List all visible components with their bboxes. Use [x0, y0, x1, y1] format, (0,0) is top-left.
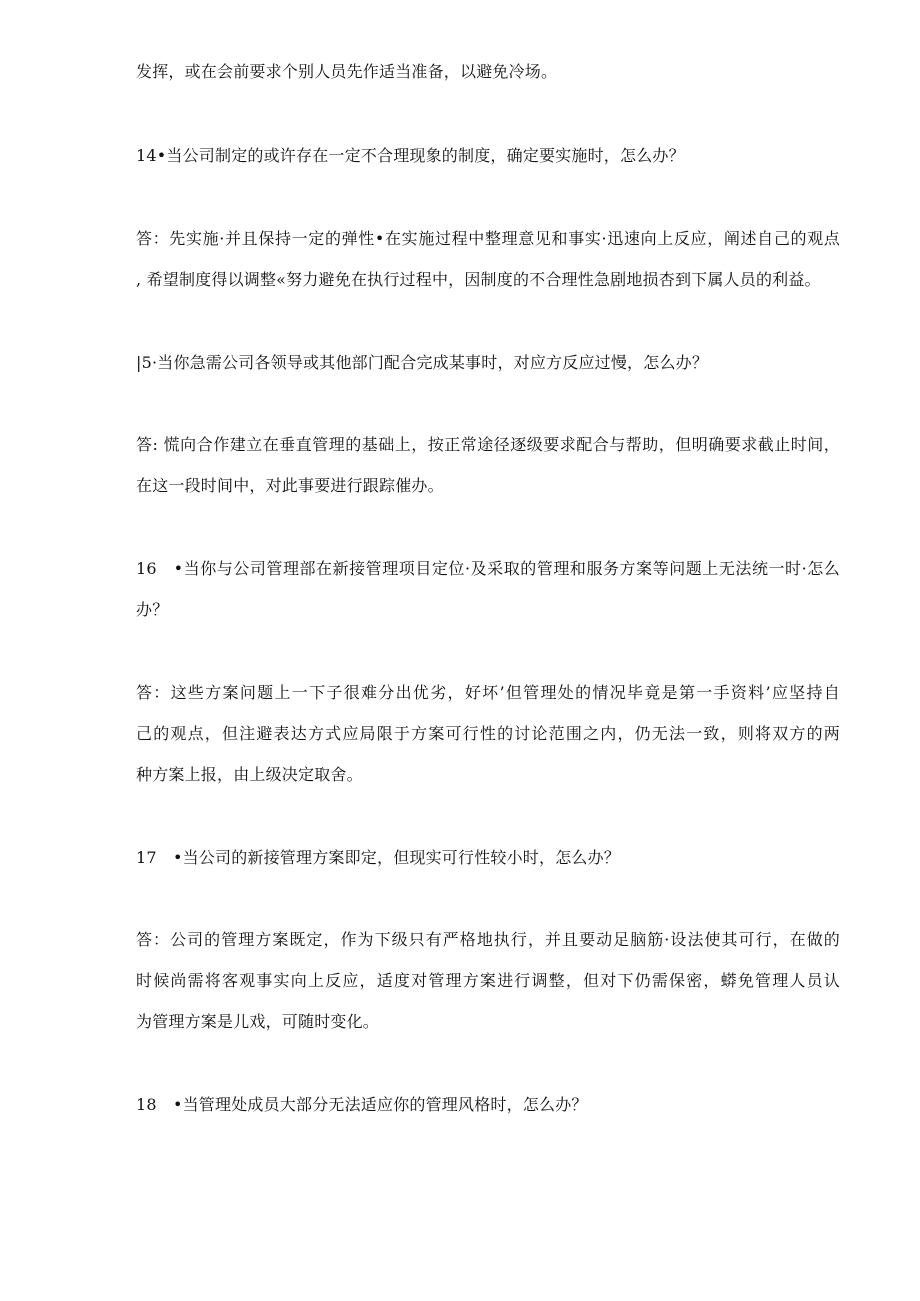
answer-16-line-3: 种方案上报，由上级决定取舍。: [136, 765, 363, 784]
question-16-line-1: 16 •当你与公司管理部在新接管理项目定位·及采取的管理和服务方案等问题上无法统一时·怎么: [136, 559, 840, 578]
question-15: |5·当你急需公司各领导或其他部门配合完成某事时，对应方反应过慢，怎么办？: [136, 353, 709, 372]
answer-14-line-1: 答：先实施·并且保持一定的弹性•在实施过程中整理意见和事实·迅速向上反应，阐述自己的观点: [136, 229, 840, 248]
answer-17-line-3: 为管理方案是儿戏，可随时变化。: [136, 1012, 380, 1031]
answer-15-line-1: 答: 慌向合作建立在垂直管理的基础上，按正常途径逐级要求配合与帮助，但明确要求截止时间，: [136, 435, 840, 454]
question-14: 14•当公司制定的或许存在一定不合理现象的制度，确定要实施时，怎么办？: [136, 146, 685, 165]
answer-15-line-2: 在这一段时间中，对此事要进行跟踪催办。: [136, 476, 444, 495]
question-17: 17 •当公司的新接管理方案即定，但现实可行性较小时，怎么办？: [136, 848, 620, 867]
paragraph-line: 发挥，或在会前要求个别人员先作适当准备，以避免冷场。: [136, 62, 558, 81]
answer-17-line-1: 答：公司的管理方案既定，作为下级只有严格地执行，并且要动足脑筋·设法使其可行，在做的: [136, 930, 840, 949]
answer-14-line-2: , 希望制度得以调整«努力避免在执行过程中，因制度的不合理性急剧地损杏到下属人员的利益。: [136, 270, 821, 289]
question-18: 18 •当管理处成员大部分无法适应你的管理风格时，怎么办？: [136, 1095, 588, 1114]
answer-16-line-2: 己的观点，但注避表达方式应局限于方案可行性的讨论范围之内，仍无法一致，则将双方的两: [136, 724, 840, 743]
answer-17-line-2: 时候尚需将客观事实向上反应，适度对管理方案进行调整，但对下仍需保密，蟒免管理人员认: [136, 971, 840, 990]
question-16-line-2: 办？: [136, 600, 169, 619]
answer-16-line-1: 答：这些方案问题上一下子很难分出优劣，好坏’但管理处的情况毕竟是第一手资料’应坚持自: [136, 683, 840, 702]
